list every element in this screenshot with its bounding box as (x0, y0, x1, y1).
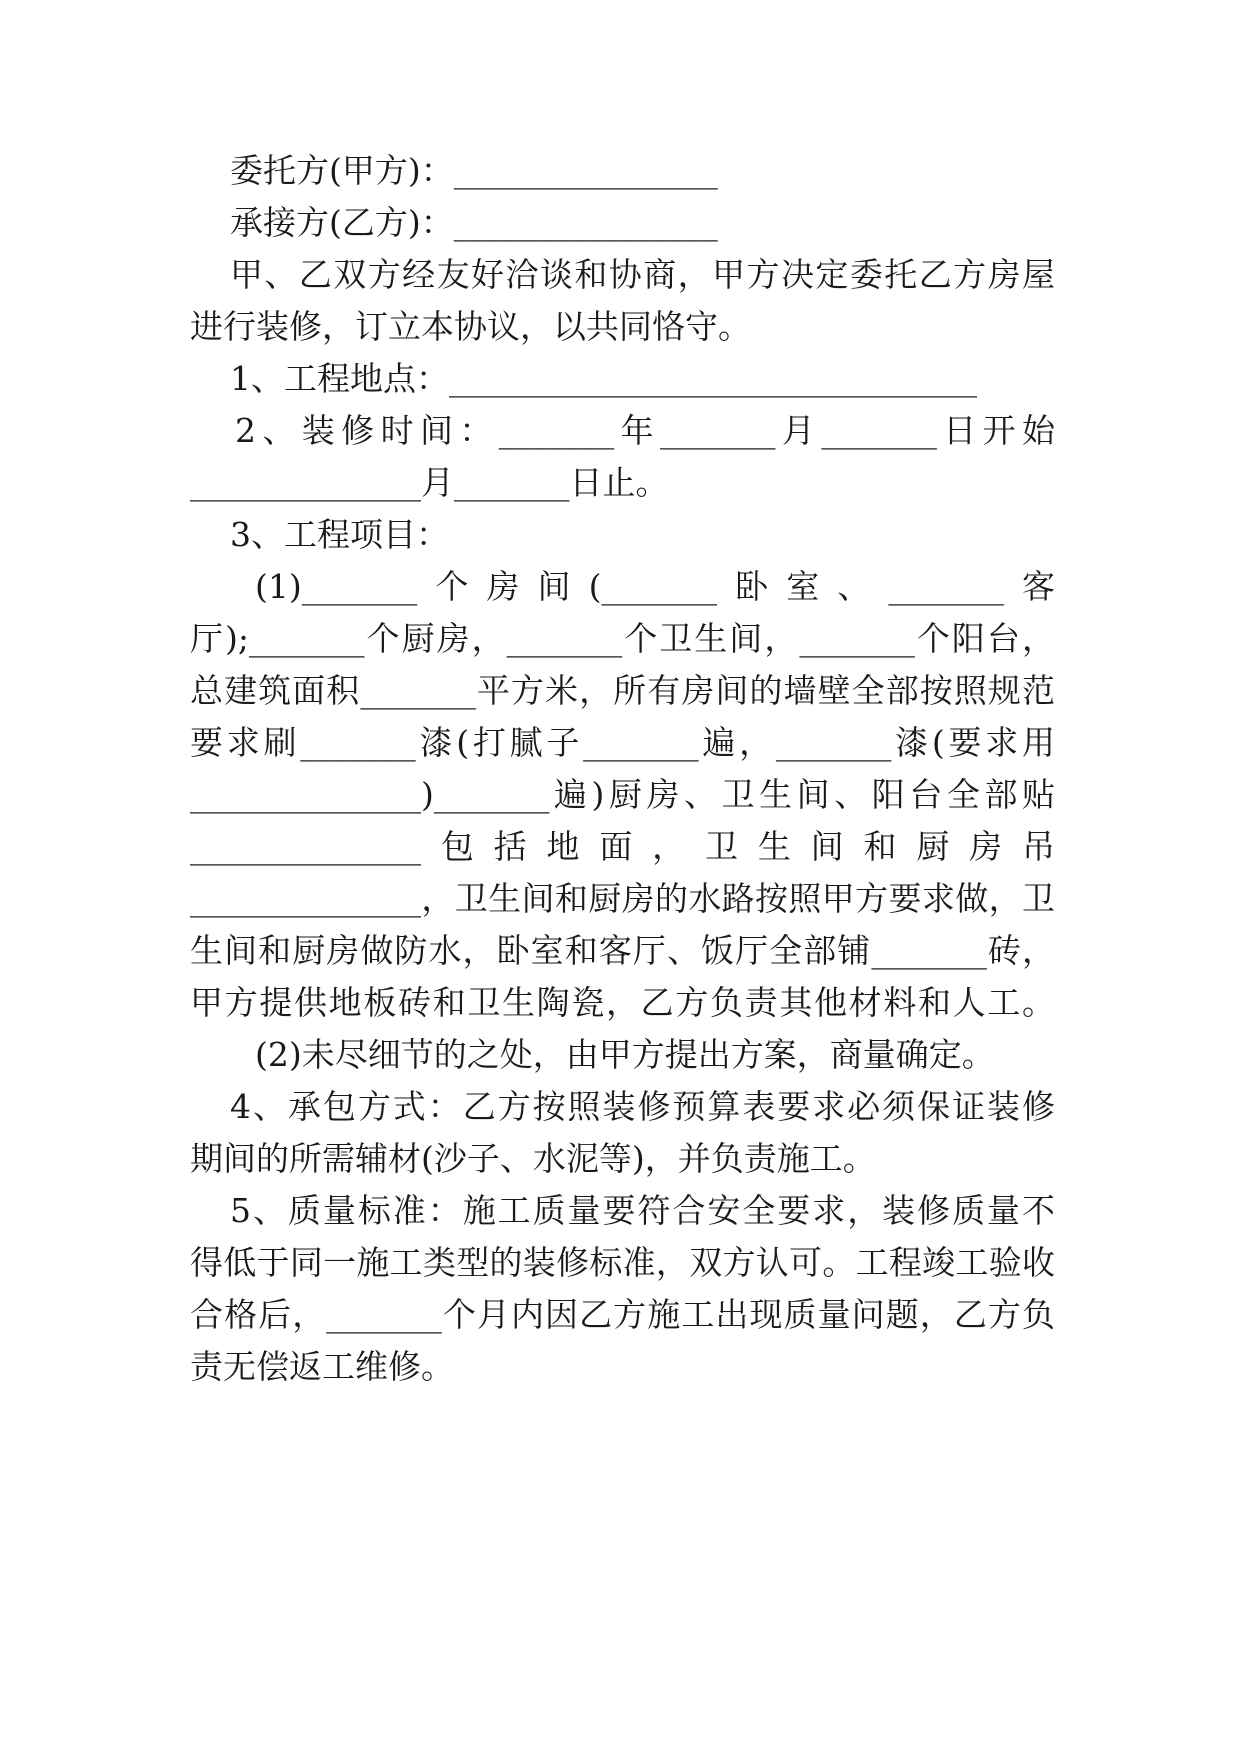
item-1-line-6: ______________包括地面，卫生间和厨房吊 (190, 827, 1055, 866)
contract-method-line-2: 期间的所需辅材(沙子、水泥等)，并负责施工。 (190, 1139, 876, 1178)
item-1-line-7: ______________，卫生间和厨房的水路按照甲方要求做，卫 (190, 879, 1055, 918)
time-line-2: ______________月_______日止。 (190, 463, 669, 502)
intro-line-1: 甲、乙双方经友好洽谈和协商，甲方决定委托乙方房屋 (230, 255, 1055, 294)
location-label: 1、工程地点： (230, 359, 449, 398)
party-b-blank: ________________ (453, 203, 718, 242)
contract-method-line-1: 4、承包方式：乙方按照装修预算表要求必须保证装修 (230, 1087, 1055, 1126)
party-a-blank: ________________ (453, 151, 718, 190)
party-b-line (230, 203, 718, 243)
time-line-1: 2、装修时间：_______年_______月_______日开始 (235, 411, 1055, 450)
item-1-line-4: 要求刷_______漆(打腻子_______遍，_______漆(要求用 (190, 723, 1055, 762)
party-a-label: 委托方(甲方)： (230, 151, 454, 190)
quality-line-4: 责无偿返工维修。 (190, 1347, 454, 1386)
item-1-line-2: 厅);_______个厨房，_______个卫生间，_______个阳台， (190, 619, 1055, 658)
item-1-line-8: 生间和厨房做防水，卧室和客厅、饭厅全部铺_______砖， (190, 931, 1055, 970)
item-1-line-5: ______________)_______遍)厨房、卫生间、阳台全部贴 (190, 775, 1055, 814)
item-1-line-9: 甲方提供地板砖和卫生陶瓷，乙方负责其他材料和人工。 (190, 983, 1055, 1022)
item-1-line-1: (1)_______个房间(_______卧室、_______客 (255, 567, 1055, 606)
location-line (230, 359, 977, 399)
quality-line-1: 5、质量标准：施工质量要符合安全要求，装修质量不 (230, 1191, 1055, 1230)
item-2-line: (2)未尽细节的之处，由甲方提出方案，商量确定。 (255, 1035, 995, 1074)
item-1-line-3: 总建筑面积_______平方米，所有房间的墙壁全部按照规范 (190, 671, 1055, 710)
party-a-line (230, 151, 718, 191)
quality-line-2: 得低于同一施工类型的装修标准，双方认可。工程竣工验收 (190, 1243, 1055, 1282)
location-blank: ________________________________ (449, 359, 977, 398)
intro-line-2: 进行装修，订立本协议，以共同恪守。 (190, 307, 751, 346)
items-heading: 3、工程项目： (230, 515, 449, 554)
quality-line-3: 合格后，_______个月内因乙方施工出现质量问题，乙方负 (190, 1295, 1055, 1334)
party-b-label: 承接方(乙方)： (230, 203, 454, 242)
